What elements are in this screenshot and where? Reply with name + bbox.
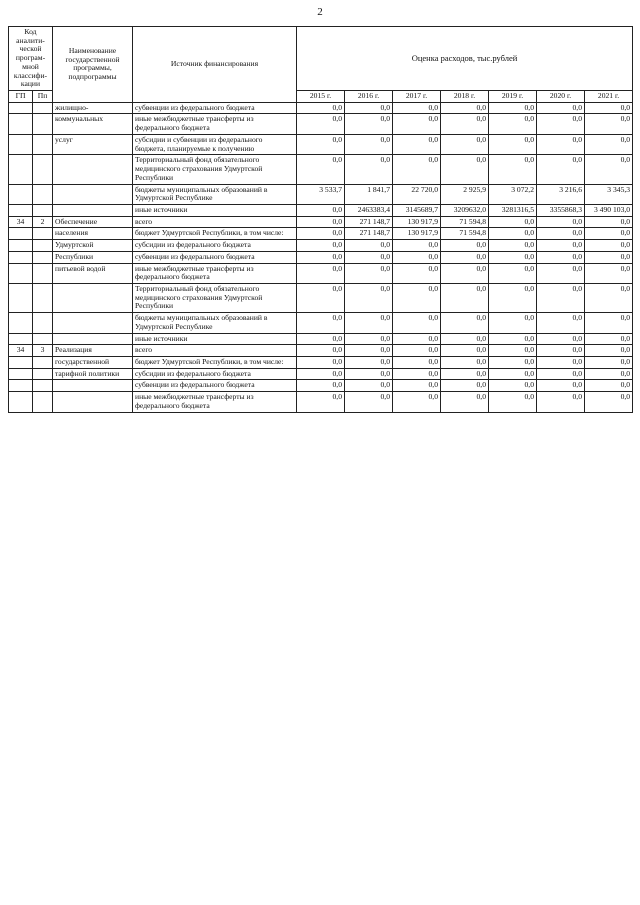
amount-cell: 0,0 xyxy=(585,216,633,228)
amount-cell: 0,0 xyxy=(393,134,441,154)
table-row xyxy=(9,392,633,412)
gp-code-cell xyxy=(9,240,33,252)
amount-cell: 0,0 xyxy=(489,380,537,392)
amount-cell: 0,0 xyxy=(297,263,345,283)
amount-cell: 0,0 xyxy=(489,251,537,263)
amount-cell: 0,0 xyxy=(393,240,441,252)
amount-cell: 22 720,0 xyxy=(393,184,441,204)
amount-cell: 0,0 xyxy=(585,114,633,134)
amount-cell: 3 345,3 xyxy=(585,184,633,204)
table-row xyxy=(9,134,633,154)
gp-code-cell: 34 xyxy=(9,345,33,357)
amount-cell: 0,0 xyxy=(297,368,345,380)
funding-source-cell: бюджет Удмуртской Республики, в том числе: xyxy=(133,228,297,240)
amount-cell: 2 925,9 xyxy=(441,184,489,204)
program-name-cell xyxy=(53,184,133,204)
amount-cell: 0,0 xyxy=(489,345,537,357)
amount-cell: 0,0 xyxy=(489,263,537,283)
table-row xyxy=(9,102,633,114)
amount-cell: 0,0 xyxy=(537,392,585,412)
pp-code-cell xyxy=(33,134,53,154)
amount-cell: 3145689,7 xyxy=(393,204,441,216)
amount-cell: 271 148,7 xyxy=(345,228,393,240)
gp-code-cell xyxy=(9,228,33,240)
pp-code-cell xyxy=(33,380,53,392)
amount-cell: 0,0 xyxy=(585,392,633,412)
amount-cell: 0,0 xyxy=(345,155,393,184)
pp-code-cell xyxy=(33,240,53,252)
amount-cell: 0,0 xyxy=(297,114,345,134)
amount-cell: 0,0 xyxy=(441,102,489,114)
amount-cell: 1 841,7 xyxy=(345,184,393,204)
table-row xyxy=(9,114,633,134)
amount-cell: 3 490 103,0 xyxy=(585,204,633,216)
table-row xyxy=(9,263,633,283)
funding-source-cell: всего xyxy=(133,216,297,228)
amount-cell: 0,0 xyxy=(537,102,585,114)
amount-cell: 0,0 xyxy=(393,283,441,312)
program-name-cell: Удмуртской xyxy=(53,240,133,252)
funding-source-cell: субсидии из федерального бюджета xyxy=(133,368,297,380)
funding-source-cell: иные источники xyxy=(133,333,297,345)
program-name-cell: Обеспечение xyxy=(53,216,133,228)
amount-cell: 0,0 xyxy=(345,263,393,283)
amount-cell: 0,0 xyxy=(345,240,393,252)
amount-cell: 0,0 xyxy=(393,392,441,412)
amount-cell: 0,0 xyxy=(345,313,393,333)
amount-cell: 0,0 xyxy=(537,263,585,283)
funding-source-cell: бюджет Удмуртской Республики, в том числе: xyxy=(133,357,297,369)
table-body xyxy=(9,102,633,412)
page-number: 2 xyxy=(317,6,323,18)
program-name-cell xyxy=(53,155,133,184)
amount-cell: 0,0 xyxy=(441,357,489,369)
gp-code-cell xyxy=(9,380,33,392)
amount-cell: 0,0 xyxy=(489,283,537,312)
amount-cell: 0,0 xyxy=(297,380,345,392)
amount-cell: 0,0 xyxy=(297,345,345,357)
program-name-cell xyxy=(53,313,133,333)
amount-cell: 0,0 xyxy=(585,283,633,312)
amount-cell: 2463383,4 xyxy=(345,204,393,216)
amount-cell: 0,0 xyxy=(441,368,489,380)
funding-source-cell: бюджеты муниципальных образований в Удмуртской Республике xyxy=(133,313,297,333)
amount-cell: 0,0 xyxy=(441,114,489,134)
amount-cell: 3281316,5 xyxy=(489,204,537,216)
gp-code-cell: 34 xyxy=(9,216,33,228)
funding-source-cell: всего xyxy=(133,345,297,357)
funding-source-cell: субсидии и субвенции из федерального бюджета, планируемые к получению xyxy=(133,134,297,154)
funding-source-cell: иные межбюджетные трансферты из федерального бюджета xyxy=(133,263,297,283)
amount-cell: 0,0 xyxy=(585,240,633,252)
year-header: 2017 г. xyxy=(393,91,441,103)
amount-cell: 0,0 xyxy=(537,357,585,369)
funding-source-cell: иные межбюджетные трансферты из федерального бюджета xyxy=(133,392,297,412)
amount-cell: 0,0 xyxy=(297,155,345,184)
amount-cell: 0,0 xyxy=(297,134,345,154)
pp-code-cell: 2 xyxy=(33,216,53,228)
table-row xyxy=(9,283,633,312)
pp-code-cell xyxy=(33,155,53,184)
gp-header: ГП xyxy=(9,91,33,103)
table-row xyxy=(9,228,633,240)
amount-cell: 0,0 xyxy=(489,368,537,380)
pp-code-cell xyxy=(33,368,53,380)
program-name-cell xyxy=(53,380,133,392)
program-name-cell: Республики xyxy=(53,251,133,263)
gp-code-cell xyxy=(9,114,33,134)
amount-cell: 130 917,9 xyxy=(393,216,441,228)
funding-source-header: Источник финансирования xyxy=(133,27,297,103)
amount-cell: 0,0 xyxy=(585,228,633,240)
amount-cell: 0,0 xyxy=(393,313,441,333)
gp-code-cell xyxy=(9,251,33,263)
pp-code-cell xyxy=(33,313,53,333)
program-name-cell: услуг xyxy=(53,134,133,154)
program-name-cell: тарифной политики xyxy=(53,368,133,380)
amount-cell: 0,0 xyxy=(441,240,489,252)
amount-cell: 0,0 xyxy=(585,102,633,114)
amount-cell: 3 216,6 xyxy=(537,184,585,204)
amount-cell: 0,0 xyxy=(537,345,585,357)
program-name-cell: питьевой водой xyxy=(53,263,133,283)
amount-cell: 0,0 xyxy=(537,313,585,333)
amount-cell: 0,0 xyxy=(297,313,345,333)
program-name-cell: жилищно- xyxy=(53,102,133,114)
amount-cell: 0,0 xyxy=(345,251,393,263)
amount-cell: 0,0 xyxy=(585,155,633,184)
amount-cell: 0,0 xyxy=(297,228,345,240)
year-header: 2016 г. xyxy=(345,91,393,103)
table-row xyxy=(9,155,633,184)
amount-cell: 0,0 xyxy=(393,251,441,263)
gp-code-cell xyxy=(9,333,33,345)
pp-code-cell xyxy=(33,392,53,412)
amount-cell: 0,0 xyxy=(297,204,345,216)
pp-code-cell xyxy=(33,357,53,369)
amount-cell: 0,0 xyxy=(489,240,537,252)
amount-cell: 0,0 xyxy=(441,134,489,154)
budget-table xyxy=(8,26,633,413)
amount-cell: 3209632,0 xyxy=(441,204,489,216)
gp-code-cell xyxy=(9,263,33,283)
amount-cell: 0,0 xyxy=(585,345,633,357)
pp-header: Пп xyxy=(33,91,53,103)
amount-cell: 0,0 xyxy=(585,263,633,283)
amount-cell: 0,0 xyxy=(489,114,537,134)
amount-cell: 0,0 xyxy=(489,392,537,412)
program-name-header: Наименование государственной программы, подпрограммы xyxy=(53,27,133,103)
amount-cell: 0,0 xyxy=(297,392,345,412)
amount-cell: 130 917,9 xyxy=(393,228,441,240)
gp-code-cell xyxy=(9,155,33,184)
funding-source-cell: субвенции из федерального бюджета xyxy=(133,251,297,263)
program-name-cell: населения xyxy=(53,228,133,240)
gp-code-cell xyxy=(9,283,33,312)
amount-cell: 0,0 xyxy=(297,251,345,263)
amount-cell: 0,0 xyxy=(441,283,489,312)
funding-source-cell: субвенции из федерального бюджета xyxy=(133,102,297,114)
gp-code-cell xyxy=(9,134,33,154)
amount-cell: 0,0 xyxy=(393,357,441,369)
year-header: 2018 г. xyxy=(441,91,489,103)
table-row xyxy=(9,313,633,333)
amount-cell: 0,0 xyxy=(393,155,441,184)
amount-cell: 0,0 xyxy=(489,357,537,369)
amount-cell: 0,0 xyxy=(393,263,441,283)
amount-cell: 0,0 xyxy=(441,392,489,412)
amount-cell: 0,0 xyxy=(537,228,585,240)
table-row xyxy=(9,251,633,263)
gp-code-cell xyxy=(9,204,33,216)
amount-cell: 0,0 xyxy=(537,333,585,345)
pp-code-cell xyxy=(33,251,53,263)
amount-cell: 0,0 xyxy=(585,313,633,333)
table-row xyxy=(9,184,633,204)
amount-cell: 0,0 xyxy=(345,345,393,357)
table-row xyxy=(9,204,633,216)
program-name-cell: государственной xyxy=(53,357,133,369)
amount-cell: 0,0 xyxy=(585,134,633,154)
funding-source-cell: субвенции из федерального бюджета xyxy=(133,380,297,392)
amount-cell: 0,0 xyxy=(537,114,585,134)
amount-cell: 0,0 xyxy=(393,114,441,134)
header-row-top xyxy=(9,27,633,91)
amount-cell: 0,0 xyxy=(345,114,393,134)
amount-cell: 0,0 xyxy=(393,102,441,114)
amount-cell: 271 148,7 xyxy=(345,216,393,228)
amount-cell: 0,0 xyxy=(393,333,441,345)
gp-code-cell xyxy=(9,368,33,380)
funding-source-cell: Территориальный фонд обязательного медицинского страхования Удмуртской Республики xyxy=(133,283,297,312)
amount-cell: 0,0 xyxy=(345,380,393,392)
code-group-header: Код аналити-ческой програм-мной классифи-кации xyxy=(9,27,53,91)
amount-cell: 0,0 xyxy=(585,333,633,345)
pp-code-cell xyxy=(33,228,53,240)
pp-code-cell xyxy=(33,114,53,134)
year-header: 2019 г. xyxy=(489,91,537,103)
amount-cell: 3355868,3 xyxy=(537,204,585,216)
pp-code-cell xyxy=(33,102,53,114)
gp-code-cell xyxy=(9,313,33,333)
amount-cell: 0,0 xyxy=(537,283,585,312)
table-row xyxy=(9,357,633,369)
pp-code-cell: 3 xyxy=(33,345,53,357)
program-name-cell: коммунальных xyxy=(53,114,133,134)
amount-cell: 0,0 xyxy=(585,368,633,380)
amount-cell: 0,0 xyxy=(537,134,585,154)
amount-cell: 0,0 xyxy=(297,357,345,369)
pp-code-cell xyxy=(33,333,53,345)
table-row xyxy=(9,368,633,380)
gp-code-cell xyxy=(9,357,33,369)
amount-cell: 0,0 xyxy=(297,283,345,312)
pp-code-cell xyxy=(33,204,53,216)
amount-cell: 0,0 xyxy=(393,345,441,357)
amount-cell: 0,0 xyxy=(489,313,537,333)
amount-cell: 0,0 xyxy=(441,313,489,333)
amount-cell: 0,0 xyxy=(297,333,345,345)
table-row xyxy=(9,380,633,392)
amount-cell: 0,0 xyxy=(489,228,537,240)
amount-cell: 0,0 xyxy=(537,368,585,380)
amount-cell: 0,0 xyxy=(345,102,393,114)
amount-cell: 3 072,2 xyxy=(489,184,537,204)
program-name-cell xyxy=(53,392,133,412)
amount-cell: 3 533,7 xyxy=(297,184,345,204)
amount-cell: 0,0 xyxy=(537,380,585,392)
table-header xyxy=(9,27,633,103)
program-name-cell xyxy=(53,283,133,312)
amount-cell: 0,0 xyxy=(537,251,585,263)
pp-code-cell xyxy=(33,263,53,283)
program-name-cell xyxy=(53,204,133,216)
funding-source-cell: иные источники xyxy=(133,204,297,216)
amount-cell: 0,0 xyxy=(489,102,537,114)
amount-cell: 0,0 xyxy=(345,368,393,380)
program-name-cell xyxy=(53,333,133,345)
funding-source-cell: иные межбюджетные трансферты из федерального бюджета xyxy=(133,114,297,134)
pp-code-cell xyxy=(33,184,53,204)
amount-cell: 71 594,8 xyxy=(441,216,489,228)
year-header: 2021 г. xyxy=(585,91,633,103)
amount-cell: 0,0 xyxy=(441,333,489,345)
funding-source-cell: бюджеты муниципальных образований в Удмуртской Республике xyxy=(133,184,297,204)
table-row xyxy=(9,345,633,357)
amount-cell: 0,0 xyxy=(345,357,393,369)
amount-cell: 0,0 xyxy=(345,392,393,412)
gp-code-cell xyxy=(9,392,33,412)
amount-cell: 0,0 xyxy=(441,155,489,184)
year-header: 2015 г. xyxy=(297,91,345,103)
amount-cell: 0,0 xyxy=(297,216,345,228)
funding-source-cell: Территориальный фонд обязательного медицинского страхования Удмуртской Республики xyxy=(133,155,297,184)
pp-code-cell xyxy=(33,283,53,312)
amount-cell: 0,0 xyxy=(297,102,345,114)
expense-estimate-header: Оценка расходов, тыс.рублей xyxy=(297,27,633,91)
funding-source-cell: субсидии из федерального бюджета xyxy=(133,240,297,252)
table-row xyxy=(9,216,633,228)
gp-code-cell xyxy=(9,184,33,204)
amount-cell: 0,0 xyxy=(489,155,537,184)
gp-code-cell xyxy=(9,102,33,114)
amount-cell: 71 594,8 xyxy=(441,228,489,240)
table-row xyxy=(9,240,633,252)
program-name-cell: Реализация xyxy=(53,345,133,357)
table-row xyxy=(9,333,633,345)
amount-cell: 0,0 xyxy=(489,134,537,154)
amount-cell: 0,0 xyxy=(585,380,633,392)
amount-cell: 0,0 xyxy=(537,240,585,252)
amount-cell: 0,0 xyxy=(441,345,489,357)
amount-cell: 0,0 xyxy=(537,216,585,228)
amount-cell: 0,0 xyxy=(537,155,585,184)
amount-cell: 0,0 xyxy=(441,263,489,283)
amount-cell: 0,0 xyxy=(345,134,393,154)
amount-cell: 0,0 xyxy=(585,357,633,369)
amount-cell: 0,0 xyxy=(441,251,489,263)
amount-cell: 0,0 xyxy=(345,283,393,312)
year-header: 2020 г. xyxy=(537,91,585,103)
amount-cell: 0,0 xyxy=(345,333,393,345)
amount-cell: 0,0 xyxy=(393,380,441,392)
amount-cell: 0,0 xyxy=(393,368,441,380)
amount-cell: 0,0 xyxy=(297,240,345,252)
amount-cell: 0,0 xyxy=(489,216,537,228)
amount-cell: 0,0 xyxy=(441,380,489,392)
amount-cell: 0,0 xyxy=(489,333,537,345)
amount-cell: 0,0 xyxy=(585,251,633,263)
